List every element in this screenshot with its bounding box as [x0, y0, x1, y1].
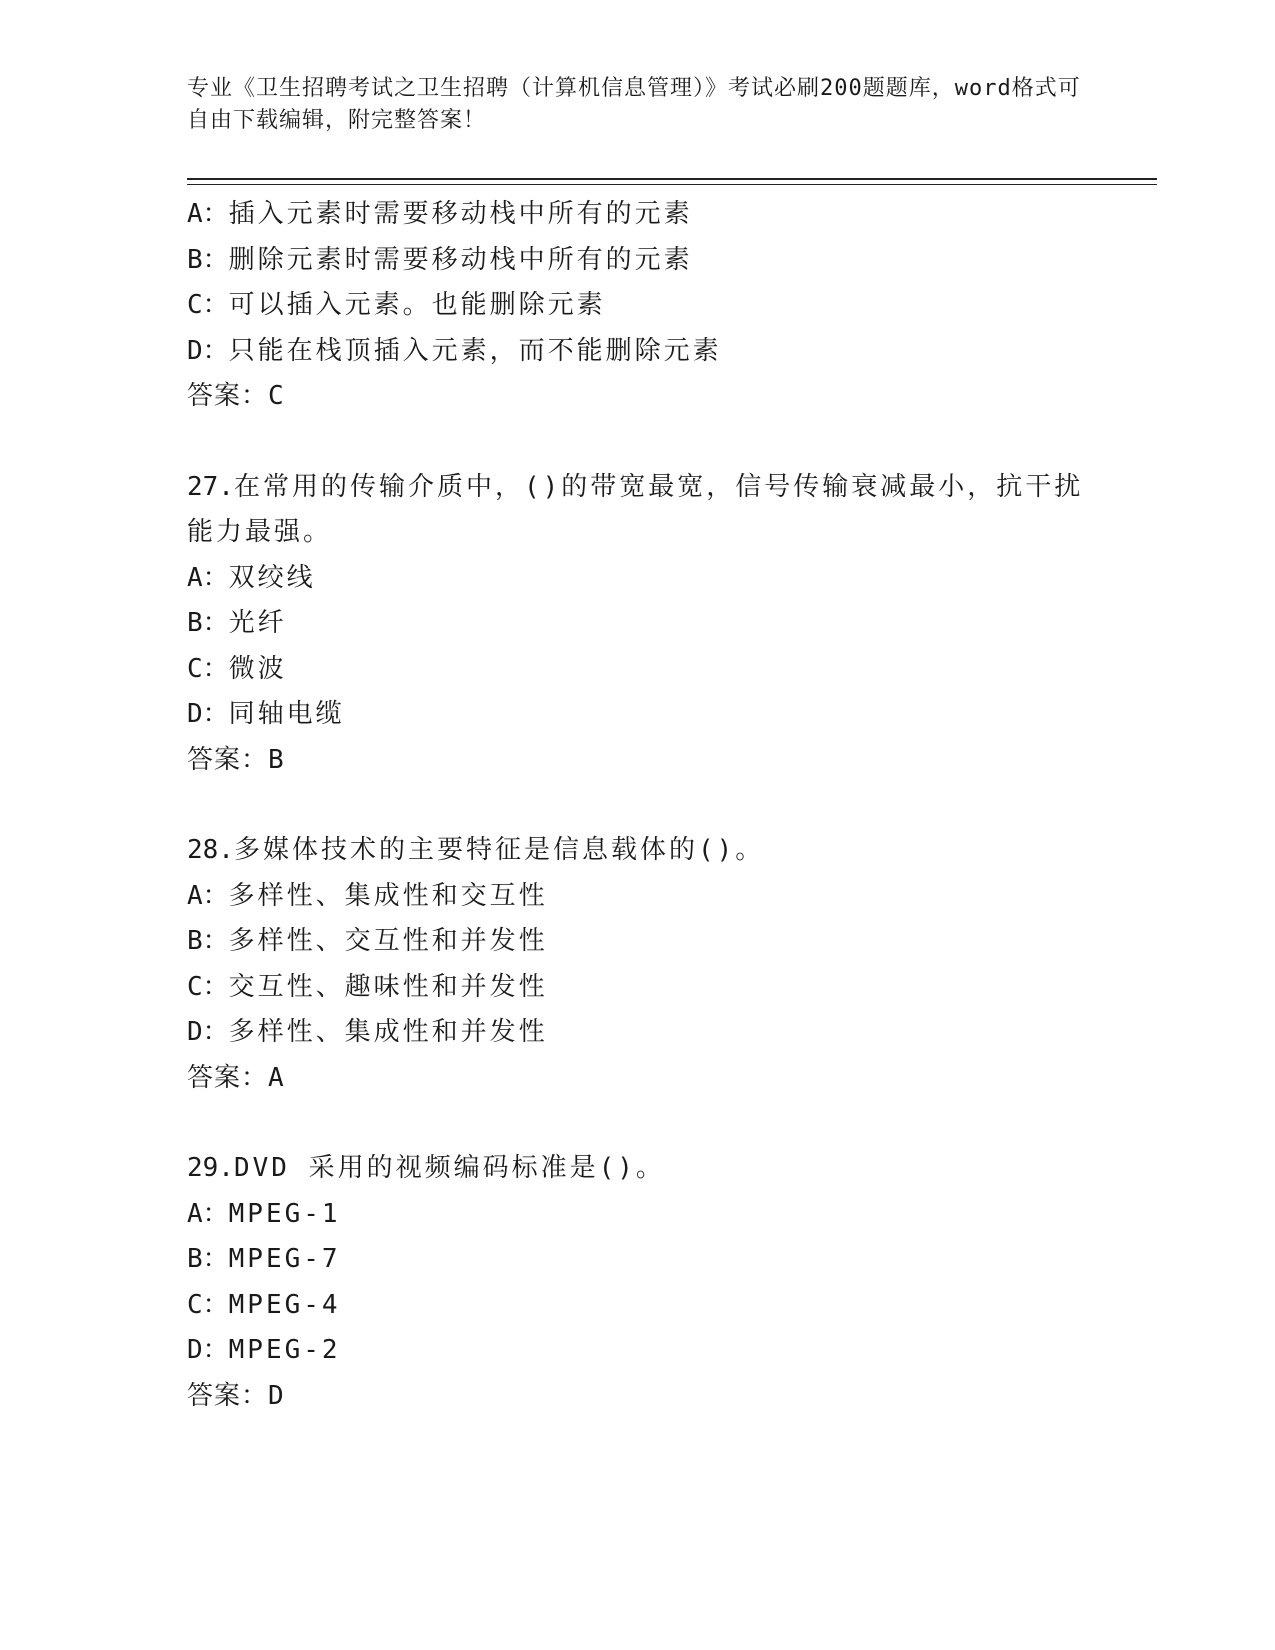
option-label: B：	[187, 1244, 229, 1274]
question-list	[187, 192, 1087, 1419]
option-label: C：	[187, 971, 229, 1002]
answer-line	[187, 1374, 1087, 1420]
option-d	[187, 329, 1087, 375]
option-text: 只能在栈顶插入元素，而不能删除元素	[228, 335, 722, 366]
option-text: 删除元素时需要移动栈中所有的元素	[228, 244, 693, 275]
question-stem	[187, 465, 1087, 556]
option-label: B：	[187, 608, 229, 638]
option-label: B：	[187, 926, 229, 956]
question-block-continued	[187, 192, 1087, 420]
answer-value: B	[268, 744, 285, 775]
answer-value: A	[268, 1062, 285, 1093]
question-text: 在常用的传输介质中，()的带宽最宽，信号传输衰减最小，抗干扰能力最强。	[187, 471, 1084, 547]
answer-label: 答案：	[187, 1380, 269, 1411]
option-label: D：	[187, 335, 229, 366]
option-b	[187, 238, 1087, 284]
option-label: A：	[187, 562, 229, 593]
option-text: 多样性、集成性和交互性	[228, 880, 548, 911]
question-text: 多媒体技术的主要特征是信息载体的()。	[233, 835, 765, 865]
option-text: MPEG-7	[228, 1244, 341, 1274]
option-text: MPEG-2	[228, 1335, 341, 1365]
option-c	[187, 647, 1087, 693]
question-stem	[187, 828, 1087, 874]
option-label: D：	[187, 1335, 229, 1365]
question-block-27	[187, 465, 1087, 784]
option-text: 光纤	[228, 608, 287, 638]
answer-line	[187, 738, 1087, 784]
option-a	[187, 556, 1087, 602]
option-text: 交互性、趣味性和并发性	[228, 971, 548, 1002]
option-b	[187, 919, 1087, 965]
question-block-28	[187, 828, 1087, 1101]
option-b	[187, 601, 1087, 647]
option-label: A：	[187, 880, 229, 911]
option-text: 双绞线	[228, 562, 316, 593]
question-stem	[187, 1146, 1087, 1192]
option-c	[187, 283, 1087, 329]
option-text: 微波	[228, 653, 287, 684]
option-text: MPEG-1	[228, 1198, 341, 1229]
option-label: D：	[187, 699, 229, 729]
option-a	[187, 192, 1087, 238]
question-text: DVD 采用的视频编码标准是()。	[233, 1153, 665, 1183]
question-number: 29.	[187, 1153, 234, 1183]
answer-label: 答案：	[187, 1062, 269, 1093]
option-label: C：	[187, 1289, 229, 1320]
option-a	[187, 1192, 1087, 1238]
answer-value: D	[268, 1380, 285, 1411]
option-a	[187, 874, 1087, 920]
option-label: A：	[187, 1198, 229, 1229]
option-text: 可以插入元素。也能删除元素	[228, 290, 606, 320]
option-d	[187, 692, 1087, 738]
option-c	[187, 965, 1087, 1011]
option-text: 同轴电缆	[228, 699, 345, 729]
option-text: MPEG-4	[228, 1289, 341, 1320]
header-divider-thin	[187, 184, 1157, 185]
option-label: B：	[187, 244, 229, 275]
answer-line	[187, 374, 1087, 420]
question-number: 28.	[187, 835, 234, 865]
question-number: 27.	[187, 471, 234, 502]
option-label: C：	[187, 653, 229, 684]
option-label: C：	[187, 290, 229, 320]
answer-line	[187, 1056, 1087, 1102]
header-divider-thick	[187, 178, 1157, 180]
answer-value: C	[268, 381, 285, 411]
option-text: 多样性、集成性和并发性	[228, 1017, 548, 1047]
question-block-29	[187, 1146, 1087, 1419]
option-text: 多样性、交互性和并发性	[228, 926, 548, 956]
option-label: D：	[187, 1017, 229, 1047]
option-b	[187, 1237, 1087, 1283]
document-header: 专业《卫生招聘考试之卫生招聘（计算机信息管理）》考试必刷200题题库，word格式可自由下载编辑，附完整答案！	[187, 76, 1081, 133]
option-d	[187, 1328, 1087, 1374]
option-c	[187, 1283, 1087, 1329]
option-d	[187, 1010, 1087, 1056]
option-label: A：	[187, 199, 229, 229]
option-text: 插入元素时需要移动栈中所有的元素	[228, 199, 693, 229]
answer-label: 答案：	[187, 744, 269, 775]
answer-label: 答案：	[187, 381, 269, 411]
